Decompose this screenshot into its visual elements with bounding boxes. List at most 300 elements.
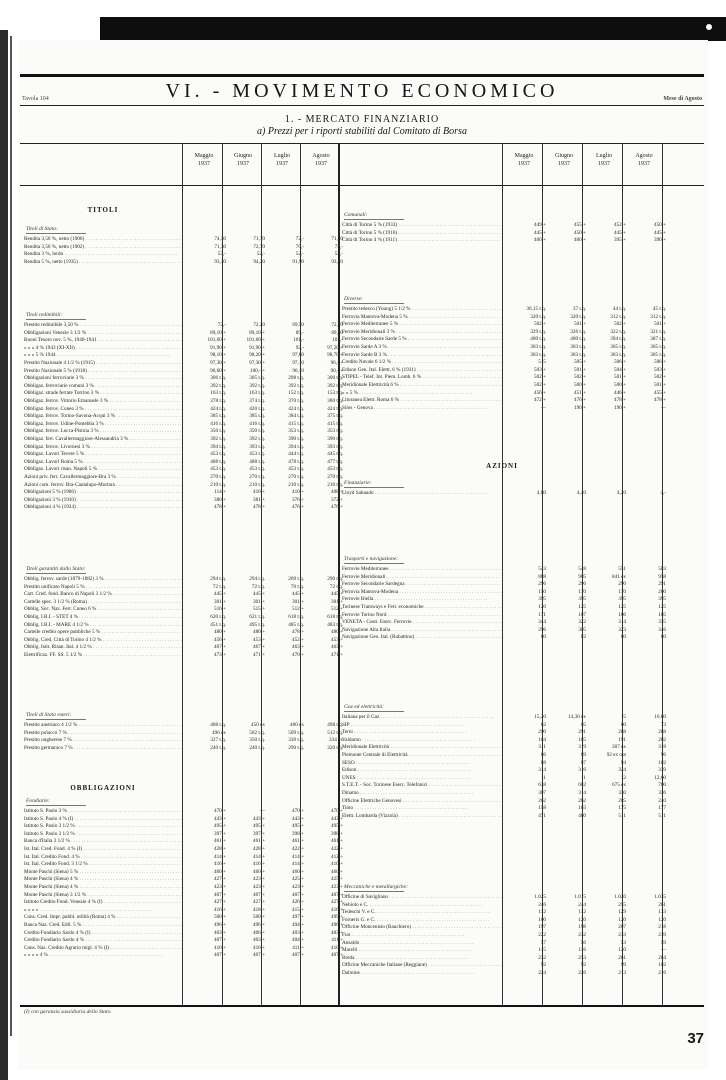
value-cell: 496 + <box>252 922 265 928</box>
value-cell: 344 <box>538 619 546 626</box>
value-cell: 381 + <box>252 496 265 503</box>
value-cell: 350 t.q. <box>249 428 265 435</box>
value-cell: 453 t.q. <box>210 451 226 458</box>
value-cell: 841 ex <box>612 573 626 580</box>
top-rule <box>20 74 704 77</box>
value-cell: 501 + <box>573 366 586 373</box>
value-cell: 502 t.q. <box>249 729 265 736</box>
row-label: Ferrovie Meridionali 3 % . . . <box>342 329 502 337</box>
row-label: Officine Moncenisio (Bauchiero) . . . <box>342 924 502 932</box>
value-cell: 416 + <box>213 861 226 868</box>
value-cell: 411 + <box>331 937 343 944</box>
value-cell: 116 <box>578 947 586 954</box>
value-cell: 269 t.q. <box>288 576 304 582</box>
value-cell: 428 + <box>213 846 226 852</box>
subtitle-main: 1. - MERCATO FINANZIARIO <box>284 114 440 125</box>
value-cell: 16,60 <box>654 714 666 720</box>
value-cell: 301 + <box>213 598 226 605</box>
row-label: Ansaldo . . . <box>342 940 502 948</box>
value-cell: 445 t.q. <box>327 451 343 458</box>
value-cell: 392 t.q. <box>327 382 343 389</box>
value-cell: — <box>540 404 546 411</box>
value-cell: 353 t.q. <box>327 428 343 435</box>
value-cell: 499 + <box>330 914 343 921</box>
row-label: Monte Paschi (Siena) 3 1/2 % . . . <box>24 892 182 900</box>
value-cell: 165 <box>658 611 666 618</box>
value-cell: 414 + <box>213 853 226 860</box>
value-cell: 480 + <box>330 629 343 636</box>
row-label: Obbligaz. ferrov. Torino-Savona-Acqui 3 % . . . <box>24 413 182 421</box>
value-cell: 512 + <box>330 606 343 613</box>
value-cell: 101,- <box>293 337 304 344</box>
row-label: Città di Torino 4 % (1911) . . . <box>342 237 502 245</box>
value-cell: 262 <box>538 797 546 804</box>
value-cell: 400 ex <box>290 722 304 728</box>
value-cell: 270 t.q. <box>249 474 265 480</box>
value-cell: 290 <box>538 729 546 736</box>
value-cell: 71,30 <box>214 243 226 250</box>
value-cell: 163 t.q. <box>210 390 226 397</box>
value-cell: 346 <box>658 626 666 633</box>
value-cell: 394 t.q. <box>288 443 304 450</box>
value-cell: 478 t.q. <box>288 458 304 465</box>
scan-dot <box>706 24 712 30</box>
value-cell: 495 + <box>252 823 265 830</box>
column-year: 1937 <box>315 161 327 167</box>
value-cell: 65 <box>580 721 586 728</box>
value-cell: 463 + <box>291 644 304 651</box>
value-cell: 240 <box>658 797 666 804</box>
value-cell: 467 + <box>213 644 226 651</box>
value-cell: 445 + <box>613 229 626 236</box>
value-cell: 70,- <box>295 243 304 250</box>
value-cell: 327 t.q. <box>210 737 226 744</box>
value-cell: 80 <box>660 634 666 641</box>
value-cell: 407 + <box>252 891 265 898</box>
value-cell: 502 + <box>653 374 666 381</box>
value-cell: 427 + <box>213 899 226 906</box>
value-cell: 425 + <box>330 876 343 883</box>
value-cell: 374 t.q. <box>249 398 265 404</box>
value-cell: 415 t.q. <box>288 420 304 427</box>
value-cell: 152 t.q. <box>288 390 304 397</box>
value-cell: 407 + <box>213 937 226 944</box>
value-cell: 453 t.q. <box>210 466 226 473</box>
value-cell: 305 t.q. <box>650 351 666 358</box>
row-label: Piemonte Centrale di Elettricità . . . <box>342 752 502 760</box>
value-cell: 97,60 <box>292 352 304 359</box>
row-label: Officine di Savigliano . . . <box>342 894 502 902</box>
value-cell: 418 + <box>252 906 265 913</box>
value-cell: 407 + <box>291 891 304 898</box>
row-label: Obblig. ferrov. sarde (1879-1882) 3 % . . . <box>24 576 182 584</box>
value-cell: 500 + <box>252 914 265 921</box>
value-cell: 171 <box>538 611 546 618</box>
value-cell: 98,10 + <box>210 352 226 359</box>
value-cell: 290 t.q. <box>288 744 304 751</box>
value-cell: 638 <box>538 782 546 789</box>
value-cell: 226 <box>578 970 586 976</box>
value-cell: 62 <box>540 721 546 728</box>
value-cell: 170 <box>578 588 586 595</box>
value-cell: 314 <box>618 619 626 626</box>
value-cell: 167 <box>578 611 586 618</box>
value-cell: 455 + <box>653 389 666 396</box>
row-label: Elettrificaz. FF. SS. 5 1/2 % . . . <box>24 652 182 660</box>
value-cell: 375 t.q. <box>327 413 343 420</box>
column-year: 1937 <box>558 161 570 167</box>
scan-top-bar <box>100 17 726 41</box>
row-label: Istituto S. Paolo 3 1/2 % . . . <box>24 823 182 831</box>
value-cell: 452 + <box>613 222 626 228</box>
row-label: Edison Gen. Ital. Elettr. 6 % (1931) . . . <box>342 367 502 375</box>
value-cell: 60 <box>620 721 626 728</box>
value-cell: 390 t.q. <box>288 436 304 442</box>
value-cell: 120 <box>538 604 546 610</box>
value-cell: 410 + <box>213 944 226 951</box>
value-cell: 470 + <box>291 808 304 814</box>
column-month: Maggio <box>514 153 534 159</box>
value-cell: 150 <box>538 588 546 595</box>
value-cell: 500 + <box>213 914 226 921</box>
value-cell: 408 + <box>330 489 343 496</box>
row-label: Obblig. I.R.I. - MARE 4 1/2 % . . . <box>24 622 182 630</box>
value-cell: 96 <box>660 752 666 758</box>
value-cell: 306 t.q. <box>210 375 226 382</box>
row-label: Obbligaz. ferroviarie comuni 3 % . . . <box>24 383 182 391</box>
value-cell: 322 t.q. <box>610 328 626 335</box>
value-cell: 506 + <box>613 359 626 366</box>
value-cell: 376 + <box>291 496 304 503</box>
column-year: 1937 <box>638 161 650 167</box>
value-cell: 129 <box>618 909 626 916</box>
row-label: Obblig. Cred. Città di Torino 4 1/2 % . . . <box>24 637 182 645</box>
month-label: Mese di Agosto <box>663 96 702 102</box>
value-cell: 416 + <box>213 906 226 913</box>
value-cell: 416 + <box>330 906 343 913</box>
value-cell: 296 <box>538 581 546 588</box>
category-heading: Gaz ed elettricità: <box>344 704 404 712</box>
row-label: » » » » 4 % . . . <box>24 952 182 960</box>
value-cell: 1.025 <box>534 894 546 900</box>
value-cell: 502 + <box>533 382 546 388</box>
value-cell: 290 t.q. <box>327 576 343 582</box>
row-label: Litoranea Elettr. Roma 6 % . . . <box>342 397 502 405</box>
value-cell: 455 + <box>573 222 586 228</box>
value-cell: 224 <box>538 970 546 976</box>
row-label: Città di Torino 5 % (1916) . . . <box>342 230 502 238</box>
value-cell: 461 + <box>291 838 304 845</box>
value-cell: 14,30 ex <box>568 714 586 720</box>
row-label: Città di Torino 5 % (1933) . . . <box>342 222 502 230</box>
row-label: Italiana per il Gaz . . . <box>342 714 502 722</box>
row-label: Edison . . . <box>342 767 502 775</box>
value-cell: 314 <box>578 790 586 796</box>
row-label: Prestito austriaco 4 1/2 % . . . <box>24 722 182 730</box>
value-cell: 294 t.q. <box>249 576 265 582</box>
value-cell: 456 + <box>533 389 546 396</box>
value-cell: 620 t.q. <box>210 614 226 620</box>
value-cell: 516 + <box>213 606 226 613</box>
value-cell: 99 <box>620 962 626 969</box>
value-cell: 446 + <box>613 389 626 396</box>
value-cell: 316 <box>578 767 586 774</box>
row-label: Ferrovie Secondarie Sarde 5 % . . . <box>342 336 502 344</box>
column-year: 1937 <box>276 161 288 167</box>
column-month: Agosto <box>312 153 330 159</box>
value-cell: 495 + <box>330 823 343 830</box>
value-cell: 72 t.q. <box>251 583 265 590</box>
value-cell: 307 ex <box>612 744 626 751</box>
value-cell: 395 <box>578 596 586 603</box>
row-label: Ferrovia Mantova-Modena . . . <box>342 589 502 597</box>
value-cell: 198 <box>578 924 586 931</box>
value-cell: 115 <box>538 947 546 954</box>
value-cell: 52,- <box>256 251 265 258</box>
value-cell: 412 + <box>330 853 343 860</box>
value-cell: 202 <box>658 736 666 743</box>
value-cell: 400 + <box>533 237 546 244</box>
value-cell: 424 t.q. <box>327 405 343 412</box>
row-label: Prestito germanico 7 % . . . <box>24 745 182 753</box>
value-cell: 423 + <box>330 884 343 890</box>
value-cell: 444 t.q. <box>288 451 304 458</box>
value-cell: 408 t.q. <box>210 722 226 728</box>
row-label: Cart. Cred. fond. Banco di Napoli 3 1/2 % . . . <box>24 591 182 599</box>
value-cell: 423 + <box>252 884 265 890</box>
value-cell: 163 <box>578 805 586 812</box>
value-cell: 291 <box>658 581 666 588</box>
value-cell: 240 t.q. <box>249 744 265 751</box>
value-cell: 450 ex <box>251 722 265 728</box>
value-cell: 496 + <box>330 922 343 928</box>
value-cell: 288 <box>618 729 626 736</box>
value-cell: 233 <box>618 932 626 938</box>
value-cell: 502 + <box>533 374 546 381</box>
value-cell: 478 + <box>613 397 626 404</box>
row-label: Ferrovie Biella . . . <box>342 596 502 604</box>
scan-left-edge-line <box>10 36 12 1036</box>
column-header <box>504 152 544 168</box>
value-cell: 330 <box>618 790 626 796</box>
row-label: Prestito tedesco (Young) 5 1/2 % . . . <box>342 306 502 314</box>
row-label: Istituto S. Paolo 3 1/2 % . . . <box>24 831 182 839</box>
value-cell: 73 <box>660 721 666 728</box>
value-cell: 378 t.q. <box>210 398 226 404</box>
table-number: Tavola 104 <box>22 96 49 102</box>
value-cell: 96,60 + <box>210 367 226 374</box>
value-cell: 80 <box>620 634 626 641</box>
value-cell: 94 <box>620 759 626 766</box>
column-month: Agosto <box>635 153 653 159</box>
value-cell: 410 + <box>291 489 304 496</box>
value-cell: 72 t.q. <box>212 583 226 590</box>
value-cell: 90,- + <box>330 367 343 374</box>
row-label: Elettr. Lombarda (Vizzola) . . . <box>342 813 502 821</box>
value-cell: 407 + <box>213 952 226 959</box>
value-cell: 495 + <box>213 823 226 830</box>
value-cell: 232 <box>538 954 546 961</box>
row-label: Prestito redimibile 3,50 % . . . <box>24 322 182 330</box>
scan-left-edge <box>0 30 8 1080</box>
value-cell: 498 t.q. <box>327 722 343 728</box>
value-cell: 443 + <box>330 815 343 822</box>
value-cell: 262 <box>578 797 586 804</box>
column-header <box>223 152 263 168</box>
row-label: Fiat . . . <box>342 932 502 940</box>
value-cell: 502 + <box>613 321 626 328</box>
value-cell: 255 <box>618 901 626 908</box>
value-cell: 392 t.q. <box>210 382 226 389</box>
value-cell: 329 t.q. <box>530 328 546 335</box>
row-label: Obbligaz. Lavori risan. Napoli 5 % . . . <box>24 466 182 474</box>
value-cell: 392 t.q. <box>288 382 304 389</box>
row-label: Rendita 3,50 %, netto (1902) . . . <box>24 244 182 252</box>
row-label: Obbligaz. ferrov. Udine-Pontebba 3 % . . . <box>24 421 182 429</box>
value-cell: 500 + <box>613 382 626 388</box>
row-label: Lloyd Sabaudo . . . <box>342 490 502 498</box>
value-cell: 480 <box>578 812 586 819</box>
value-cell: 515 <box>538 359 546 366</box>
row-label: Obbligazioni 4 % (1924) . . . <box>24 504 182 512</box>
value-cell: 320 t.q. <box>327 744 343 751</box>
column-divider <box>182 143 183 1005</box>
value-cell: 261 <box>658 901 666 908</box>
value-cell: 94,20 <box>253 258 265 265</box>
value-cell: 414 + <box>252 853 265 860</box>
value-cell: 453 t.q. <box>288 466 304 473</box>
value-cell: 210 t.q. <box>210 481 226 488</box>
row-label: S.T.E.T. - Soc. Torinese Eserc. Telefonici . . . <box>342 782 502 790</box>
value-cell: 390 + <box>653 237 666 244</box>
value-cell: 100 <box>538 916 546 923</box>
value-cell: 428 + <box>252 846 265 852</box>
value-cell: 445 + <box>213 591 226 598</box>
row-label: Ferrovia Mantova-Modena 5 % . . . <box>342 314 502 322</box>
row-label: Obbligaz. strade ferrate Torrino 3 % . . . <box>24 390 182 398</box>
value-cell: 445 + <box>533 229 546 236</box>
value-cell: 37 t.q. <box>572 306 586 312</box>
row-label: Ferrovie Torino Nord . . . <box>342 612 502 620</box>
value-cell: 478 + <box>252 504 265 511</box>
column-header <box>184 152 224 168</box>
value-cell: 200 <box>658 588 666 595</box>
column-month: Giugno <box>555 153 573 159</box>
value-cell: 471 <box>538 812 546 819</box>
value-cell: 511 <box>658 812 666 819</box>
value-cell: 495 + <box>291 823 304 830</box>
value-cell: — <box>259 808 265 814</box>
value-cell: 453 t.q. <box>249 451 265 458</box>
row-label: Ist. Ital. Cred. Fond. 4 % (I) . . . <box>24 846 182 854</box>
value-cell: 398 + <box>330 830 343 837</box>
value-cell: 485 t.q. <box>288 621 304 628</box>
row-label: Ferrovie Sarde A 3 % . . . <box>342 344 502 352</box>
value-cell: 253 <box>578 954 586 961</box>
value-cell: 471 + <box>330 652 343 658</box>
value-cell: 72,- <box>217 322 226 328</box>
value-cell: 393 t.q. <box>249 443 265 450</box>
value-cell: 426 + <box>291 899 304 906</box>
value-cell: 324 <box>618 767 626 774</box>
value-cell: 453 + <box>252 636 265 643</box>
value-cell: 72 t.q. <box>329 583 343 590</box>
value-cell: 91,90 + <box>210 344 226 351</box>
row-label: Azioni priv. ferr. Cavallermaggiore-Bra 3 % . . . <box>24 474 182 482</box>
row-label: Credito Navale 6 1/2 % . . . <box>342 359 502 367</box>
value-cell: 543 <box>538 566 546 572</box>
value-cell: 416 + <box>252 861 265 868</box>
value-cell: 501 + <box>573 321 586 328</box>
value-cell: 420 t.q. <box>249 405 265 412</box>
row-label: Credito Fondiario Sardo 4 % . . . <box>24 937 182 945</box>
value-cell: 12 <box>620 774 626 781</box>
value-cell: 87 <box>580 759 586 766</box>
column-header <box>262 152 302 168</box>
row-label: Istituto S. Paolo 4 % (I) . . . <box>24 816 182 824</box>
value-cell: 213 <box>618 970 626 976</box>
value-cell: 52,- <box>295 251 304 258</box>
value-cell: 190 + <box>613 404 626 411</box>
value-cell: 416 t.q. <box>249 420 265 427</box>
value-cell: 445 + <box>653 229 666 236</box>
value-cell: 395 <box>538 596 546 603</box>
value-cell: 700 <box>658 782 666 789</box>
value-cell: 675 ex <box>612 782 626 789</box>
value-cell: 488 t.q. <box>210 458 226 465</box>
row-label: Ist. Ital. Credito Fond. 4 % . . . <box>24 854 182 862</box>
category-heading: Diverse: <box>344 296 404 304</box>
row-label: Dinamo . . . <box>342 790 502 798</box>
value-cell: 501 + <box>653 382 666 388</box>
value-cell: 53,- <box>217 251 226 258</box>
value-cell: 335 <box>658 619 666 626</box>
row-label: Obbligazioni 3 % (1910) . . . <box>24 497 182 505</box>
value-cell: 112 <box>578 909 586 916</box>
value-cell: 515 + <box>252 606 265 613</box>
row-label: Banca Naz. Cred. Edil. 5 % . . . <box>24 922 182 930</box>
value-cell: 301 + <box>252 598 265 605</box>
row-label: Ferrovie Meridionali . . . <box>342 574 502 582</box>
page-number: 37 <box>687 1030 704 1047</box>
row-label: Obbligazioni 5 % (1906) . . . <box>24 489 182 497</box>
value-cell: 336 <box>658 790 666 796</box>
value-cell: 460 + <box>252 868 265 875</box>
value-cell: 478 + <box>213 504 226 511</box>
column-header <box>584 152 624 168</box>
value-cell: 44 t.q. <box>612 306 626 312</box>
value-cell: 305 t.q. <box>610 344 626 350</box>
value-cell: 480 + <box>213 629 226 636</box>
value-cell: 120 <box>658 916 666 923</box>
value-cell: 93,30 <box>214 258 226 265</box>
value-cell: 89 <box>580 752 586 758</box>
value-cell: 222 <box>538 932 546 938</box>
row-label: Rendita 3 %, lordo . . . <box>24 251 182 259</box>
value-cell: 270 t.q. <box>210 474 226 480</box>
row-label: Obbligaz. ferr. Cavallermaggiore-Alessandria 3 % . . . <box>24 436 182 444</box>
value-cell: 312 t.q. <box>610 313 626 320</box>
row-label: SIP . . . <box>342 722 502 730</box>
value-cell: 415 t.q. <box>327 420 343 427</box>
value-cell: 303 t.q. <box>610 351 626 358</box>
value-cell: 470 + <box>330 808 343 814</box>
value-cell: 497 + <box>291 914 304 921</box>
value-cell: 112 <box>538 909 546 916</box>
value-cell: 621 t.q. <box>249 614 265 620</box>
value-cell: 958 <box>658 573 666 580</box>
row-label: Prestito ungherese 7 % . . . <box>24 737 182 745</box>
